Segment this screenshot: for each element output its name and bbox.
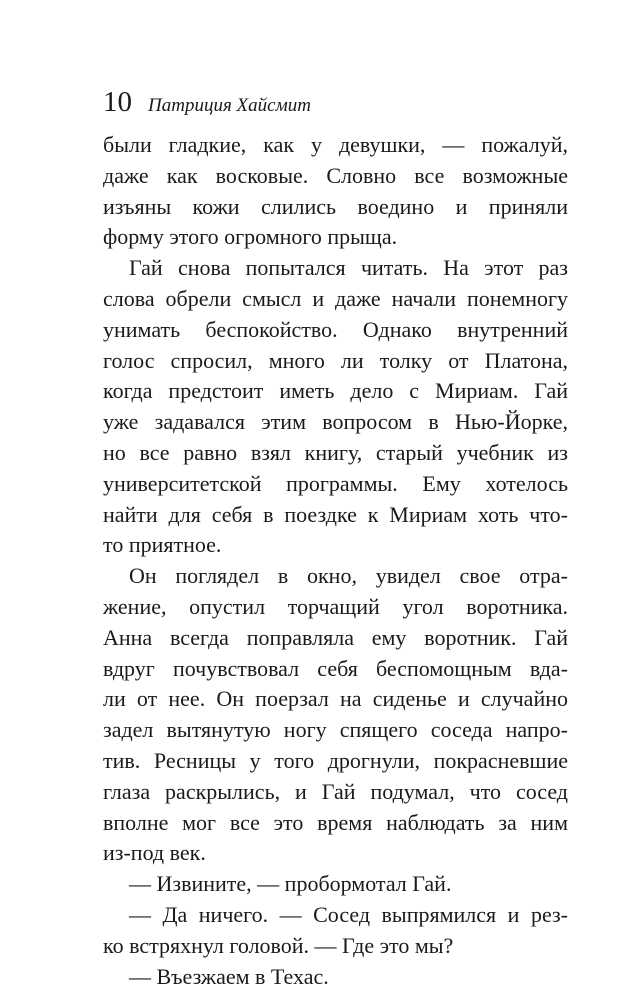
- text-line: найти для себя в поездке к Мириам хоть что-: [103, 501, 568, 527]
- text-line: жение, опустил торчащий угол воротника.: [103, 593, 568, 619]
- text-line: ли от нее. Он поерзал на сиденье и случайно: [103, 686, 568, 712]
- text-line: Анна всегда поправляла ему воротник. Гай: [103, 624, 568, 650]
- text-line: вполне мог все это время наблюдать за ним: [103, 809, 568, 835]
- running-head: [103, 82, 568, 122]
- text-line: даже как восковые. Словно все возможные: [103, 162, 568, 188]
- text-line: когда предстоит иметь дело с Мириам. Гай: [103, 378, 568, 404]
- text-line: изъяны кожи слились воедино и приняли: [103, 193, 568, 219]
- text-line: — Извините, — пробормотал Гай.: [129, 871, 452, 897]
- text-line: тив. Ресницы у того дрогнули, покрасневшие: [103, 747, 568, 773]
- text-line: глаза раскрылись, и Гай подумал, что сосед: [103, 778, 568, 804]
- text-line: Гай снова попытался читать. На этот раз: [129, 255, 568, 281]
- text-line: голос спросил, много ли толку от Платона,: [103, 347, 568, 373]
- text-line: то приятное.: [103, 532, 222, 558]
- book-page: [103, 82, 568, 992]
- running-head-author: Патриция Хайсмит: [148, 95, 311, 116]
- text-line: из-под век.: [103, 840, 206, 866]
- body-text: [103, 130, 568, 992]
- text-line: университетской программы. Ему хотелось: [103, 470, 568, 496]
- text-line: слова обрели смысл и даже начали понемногу: [103, 285, 568, 311]
- text-line: — Да ничего. — Сосед выпрямился и рез-: [129, 901, 568, 927]
- page-number: 10: [103, 86, 132, 118]
- text-line: Он поглядел в окно, увидел свое отра-: [129, 563, 568, 589]
- text-line: задел вытянутую ногу спящего соседа напро-: [103, 717, 568, 743]
- text-line: унимать беспокойство. Однако внутренний: [103, 316, 568, 342]
- text-line: были гладкие, как у девушки, — пожалуй,: [103, 132, 568, 157]
- text-line: — Въезжаем в Техас.: [129, 963, 329, 989]
- text-line: форму этого огромного прыща.: [103, 224, 398, 250]
- text-line: уже задавался этим вопросом в Нью-Йорке,: [103, 409, 568, 435]
- text-line: вдруг почувствовал себя беспомощным вда-: [103, 655, 568, 681]
- text-line: но все равно взял книгу, старый учебник из: [103, 439, 568, 465]
- text-line: ко встряхнул головой. — Где это мы?: [103, 932, 454, 958]
